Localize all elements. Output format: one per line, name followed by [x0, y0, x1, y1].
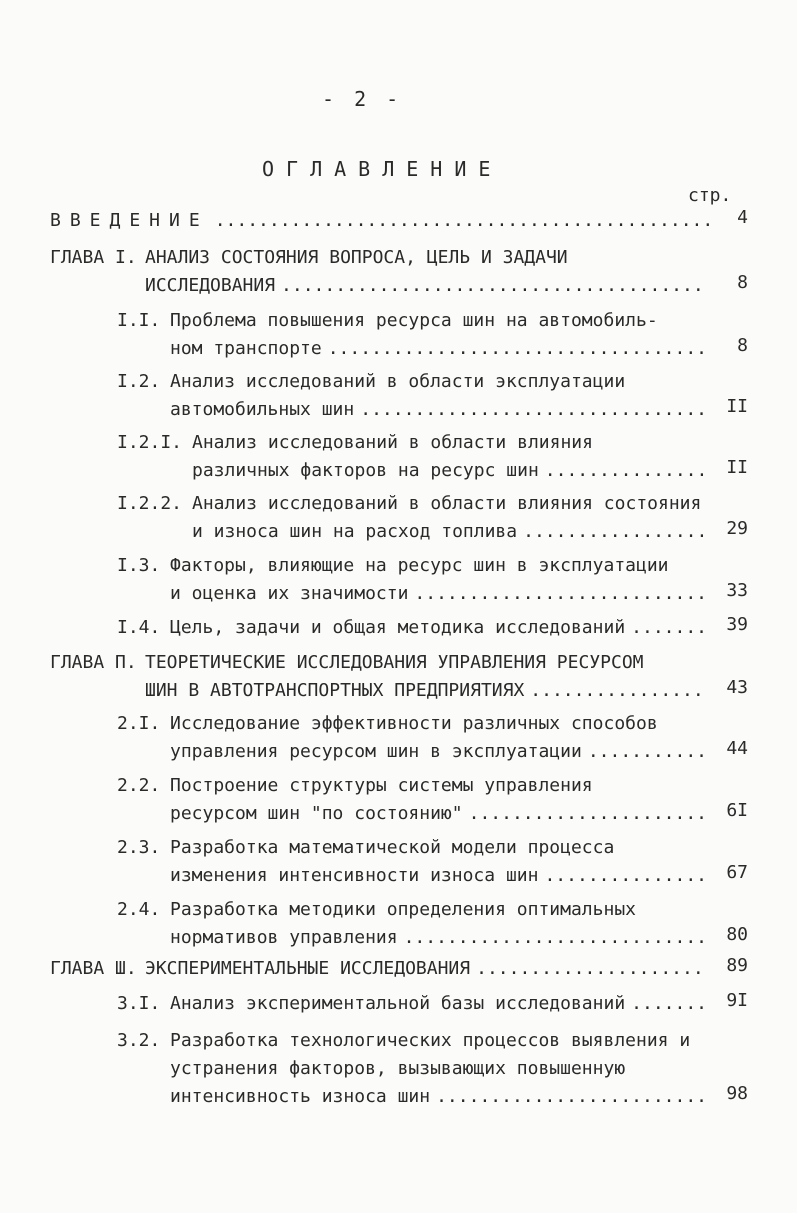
toc-page-number: 8	[737, 272, 748, 293]
toc-entry-text[interactable]: Разработка технологических процессов выявления и	[170, 1030, 691, 1051]
leader-dots: ...................................	[327, 338, 708, 359]
leader-dots: ............................	[403, 927, 708, 948]
toc-page-number: 67	[726, 862, 748, 883]
toc-page-number: 98	[726, 1083, 748, 1104]
toc-entry-number: ГЛАВА П.	[50, 652, 137, 673]
toc-page-number: 44	[726, 738, 748, 759]
toc-page-number: II	[726, 457, 748, 478]
toc-page-number: 33	[726, 580, 748, 601]
leader-dots: .......................................	[281, 275, 704, 296]
toc-entry-number: ГЛАВА Ш.	[50, 958, 137, 979]
toc-entry-number: I.4.	[117, 617, 161, 638]
leader-dots: ..............................................	[214, 210, 714, 231]
toc-entry-number: 2.3.	[117, 837, 161, 858]
toc-entry-text[interactable]: Разработка методики определения оптимальных	[170, 899, 636, 920]
toc-page-number: 43	[726, 677, 748, 698]
toc-entry-text[interactable]: управления ресурсом шин в эксплуатации	[170, 741, 582, 762]
leader-dots: .................	[523, 521, 708, 542]
toc-entry-number: I.2.	[117, 371, 161, 392]
toc-entry-text[interactable]: изменения интенсивности износа шин	[170, 865, 539, 886]
toc-entry-text[interactable]: ном транспорте	[170, 338, 322, 359]
toc-entry-text[interactable]: ресурсом шин "по состоянию"	[170, 803, 463, 824]
leader-dots: .......	[631, 993, 708, 1014]
toc-entry-text[interactable]: Цель, задачи и общая методика исследований	[170, 617, 626, 638]
toc-entry-text[interactable]: Проблема повышения ресурса шин на автомобиль-	[170, 310, 658, 331]
toc-page-number: 8	[737, 335, 748, 356]
toc-page-number: II	[726, 396, 748, 417]
toc-entry-text[interactable]: Анализ исследований в области влияния состояния	[192, 493, 702, 514]
leader-dots: .....................	[476, 958, 704, 979]
toc-page-number: 39	[726, 614, 748, 635]
toc-entry-text[interactable]: Анализ экспериментальной базы исследований	[170, 993, 626, 1014]
toc-page-number: 89	[726, 955, 748, 976]
toc-entry-text[interactable]: и оценка их значимости	[170, 583, 409, 604]
toc-entry-text[interactable]: ВВЕДЕНИЕ	[50, 210, 209, 231]
toc-page-number: 80	[726, 924, 748, 945]
toc-entry-number: I.I.	[117, 310, 161, 331]
toc-entry-number: 2.I.	[117, 713, 161, 734]
leader-dots: ................................	[360, 399, 708, 420]
toc-entry-text[interactable]: Факторы, влияющие на ресурс шин в эксплуатации	[170, 555, 669, 576]
toc-title: ОГЛАВЛЕНИЕ	[262, 157, 503, 181]
toc-entry-number: ГЛАВА I.	[50, 247, 137, 268]
toc-entry-text[interactable]: различных факторов на ресурс шин	[192, 460, 539, 481]
toc-entry-text[interactable]: устранения факторов, вызывающих повышенную	[170, 1058, 626, 1079]
toc-entry-text[interactable]: Анализ исследований в области влияния	[192, 432, 593, 453]
leader-dots: ................	[530, 680, 704, 701]
toc-entry-text[interactable]: ЭКСПЕРИМЕНТАЛЬНЫЕ ИССЛЕДОВАНИЯ	[145, 958, 471, 979]
toc-entry-text[interactable]: нормативов управления	[170, 927, 398, 948]
toc-entry-text[interactable]: Разработка математической модели процесса	[170, 837, 615, 858]
leader-dots: ...............	[544, 460, 708, 481]
leader-dots: .........................	[436, 1086, 708, 1107]
toc-entry-number: I.2.I.	[117, 432, 183, 453]
page-column-label: стр.	[688, 185, 732, 206]
page-number: - 2 -	[322, 87, 403, 111]
toc-entry-text[interactable]: Анализ исследований в области эксплуатации	[170, 371, 626, 392]
leader-dots: ...........	[587, 741, 708, 762]
toc-entry-text[interactable]: автомобильных шин	[170, 399, 355, 420]
toc-entry-number: 2.4.	[117, 899, 161, 920]
toc-entry-text[interactable]: ШИН В АВТОТРАНСПОРТНЫХ ПРЕДПРИЯТИЯХ	[145, 680, 525, 701]
toc-entry-number: I.3.	[117, 555, 161, 576]
toc-entry-text[interactable]: ТЕОРЕТИЧЕСКИЕ ИССЛЕДОВАНИЯ УПРАВЛЕНИЯ РЕСУРСОМ	[145, 652, 644, 673]
toc-entry-text[interactable]: ИССЛЕДОВАНИЯ	[145, 275, 276, 296]
toc-entry-number: 3.I.	[117, 993, 161, 1014]
toc-entry-text[interactable]: Исследование эффективности различных способов	[170, 713, 658, 734]
toc-page-number: 29	[726, 518, 748, 539]
toc-page-number: 9I	[726, 990, 748, 1011]
toc-entry-text[interactable]: АНАЛИЗ СОСТОЯНИЯ ВОПРОСА, ЦЕЛЬ И ЗАДАЧИ	[145, 247, 568, 268]
toc-page-number: 6I	[726, 800, 748, 821]
leader-dots: ......................	[468, 803, 708, 824]
toc-page-number: 4	[737, 207, 748, 228]
leader-dots: .......	[631, 617, 708, 638]
toc-entry-text[interactable]: и износа шин на расход топлива	[192, 521, 518, 542]
leader-dots: ...........................	[414, 583, 708, 604]
toc-entry-number: 2.2.	[117, 775, 161, 796]
toc-entry-text[interactable]: интенсивность износа шин	[170, 1086, 431, 1107]
leader-dots: ...............	[544, 865, 708, 886]
toc-entry-number: 3.2.	[117, 1030, 161, 1051]
toc-entry-text[interactable]: Построение структуры системы управления	[170, 775, 593, 796]
toc-entry-number: I.2.2.	[117, 493, 183, 514]
